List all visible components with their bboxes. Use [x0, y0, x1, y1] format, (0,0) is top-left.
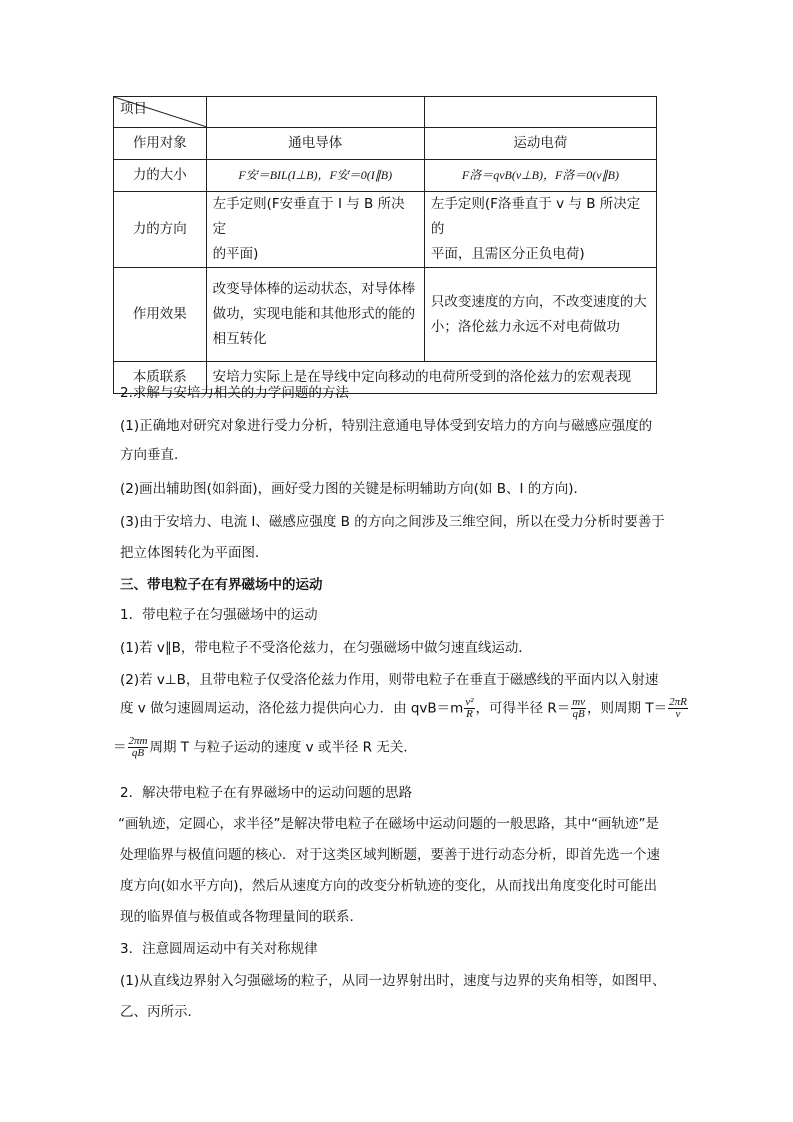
table-row: [114, 160, 657, 192]
table-cell: 安培力实际上是在导线中定向移动的电荷所受到的洛伦兹力的宏观表现: [206, 362, 656, 394]
formula-line: [113, 736, 417, 759]
fraction: [128, 736, 149, 759]
table-row: [114, 192, 657, 268]
fraction: [571, 697, 586, 720]
subsection-heading: 2．解决带电粒子在有界磁场中的运动问题的思路: [120, 785, 413, 801]
table-row: [114, 128, 657, 160]
table-corner-cell: [114, 97, 207, 128]
table-header-row: [114, 97, 657, 128]
formula-text: ＝: [113, 739, 127, 756]
cell-line: 的平面): [212, 246, 259, 262]
paragraph-line: 乙、丙所示．: [120, 1004, 201, 1020]
section-title: 三、带电粒子在有界磁场中的运动: [120, 577, 323, 593]
paragraph-line: 现的临界值与极值或各物理量间的联系．: [120, 909, 363, 925]
paragraph-line: 把立体图转化为平面图．: [120, 545, 269, 561]
row-label: 作用效果: [114, 268, 207, 362]
fraction-denominator: R: [466, 708, 473, 720]
cell-line: 左手定则(F洛垂直于 v 与 B 所决定的: [430, 196, 641, 237]
table-cell: [206, 268, 424, 362]
paragraph-line: 方向垂直．: [120, 447, 188, 463]
fraction-numerator: v²: [465, 696, 474, 708]
row-label: 力的大小: [114, 160, 207, 192]
subsection-heading: 1．带电粒子在匀强磁场中的运动: [120, 607, 318, 623]
subsection-heading: 3．注意圆周运动中有关对称规律: [120, 941, 318, 957]
paragraph-line: (2)若 v⊥B，且带电粒子仅受洛伦兹力作用，则带电粒子在垂直于磁感线的平面内以入射速: [120, 672, 659, 688]
fraction-numerator: mv: [572, 696, 586, 708]
paragraph-line: (1)若 v∥B，带电粒子不受洛伦兹力，在匀强磁场中做匀速直线运动．: [120, 640, 532, 656]
cell-line: 只改变速度的方向，不改变速度的大: [430, 293, 647, 310]
corner-label: 项目: [120, 101, 147, 117]
formula-text: ，可得半径 R＝: [475, 700, 571, 717]
table-cell: F安＝BIL(I⊥B)，F安＝0(I∥B): [206, 160, 424, 192]
cell-line: 相互转化: [212, 331, 267, 347]
row-label: 力的方向: [114, 192, 207, 268]
cell-line: 改变导体棒的运动状态，对导体棒: [212, 281, 416, 297]
table-cell: F洛＝qvB(v⊥B)，F洛＝0(v∥B): [424, 160, 656, 192]
section-heading: 2.求解与安培力相关的力学问题的方法: [120, 385, 349, 401]
fraction-numerator: 2πR: [669, 696, 687, 708]
paragraph-line: (1)从直线边界射入匀强磁场的粒子，从同一边界射出时，速度与边界的夹角相等，如图甲、: [120, 973, 666, 989]
table-cell: [424, 192, 656, 268]
table-cell: 通电导体: [206, 128, 424, 160]
formula-text: 度 v 做匀速圆周运动，洛伦兹力提供向心力．由 qvB＝m: [120, 700, 464, 717]
paragraph-line: “画轨迹，定圆心，求半径”是解决带电粒子在磁场中运动问题的一般思路，其中“画轨迹”是: [118, 816, 659, 832]
table-cell: [206, 192, 424, 268]
cell-line: 左手定则(F安垂直于 I 与 B 所决定: [212, 196, 405, 237]
formula-line: [120, 697, 689, 720]
fraction-numerator: 2πm: [128, 735, 148, 747]
table-cell: 运动电荷: [424, 128, 656, 160]
paragraph-line: 处理临界与极值问题的核心．对于这类区域判断题，要善于进行动态分析，即首先选一个速: [120, 847, 660, 863]
table-cell: [424, 97, 656, 128]
table-cell: [206, 97, 424, 128]
cell-line: 做功，实现电能和其他形式的能的: [212, 306, 416, 322]
paragraph-line: 度方向(如水平方向)，然后从速度方向的改变分析轨迹的变化，从而找出角度变化时可能出: [120, 878, 658, 894]
fraction: [668, 697, 688, 720]
table-row: [114, 268, 657, 362]
cell-line: 小；洛伦兹力永远不对电荷做功: [430, 318, 620, 335]
fraction-denominator: qB: [131, 747, 145, 759]
fraction-denominator: v: [675, 708, 681, 720]
formula-text: 周期 T 与粒子运动的速度 v 或半径 R 无关．: [149, 739, 417, 756]
row-label: 作用对象: [114, 128, 207, 160]
paragraph-line: (3)由于安培力、电流 I、磁感应强度 B 的方向之间涉及三维空间，所以在受力分析时要善于: [120, 514, 665, 530]
paragraph-line: (2)画出辅助图(如斜面)，画好受力图的关键是标明辅助方向(如 B、I 的方向)．: [120, 481, 588, 497]
fraction-denominator: qB: [572, 708, 585, 720]
fraction: [464, 697, 474, 720]
formula-text: ，则周期 T＝: [587, 700, 668, 717]
cell-line: 平面，且需区分正负电荷): [430, 246, 585, 262]
paragraph-line: (1)正确地对研究对象进行受力分析，特别注意通电导体受到安培力的方向与磁感应强度的: [120, 418, 653, 434]
table-cell: [424, 268, 656, 362]
row-label: 本质联系: [114, 362, 207, 394]
comparison-table: [113, 96, 657, 394]
